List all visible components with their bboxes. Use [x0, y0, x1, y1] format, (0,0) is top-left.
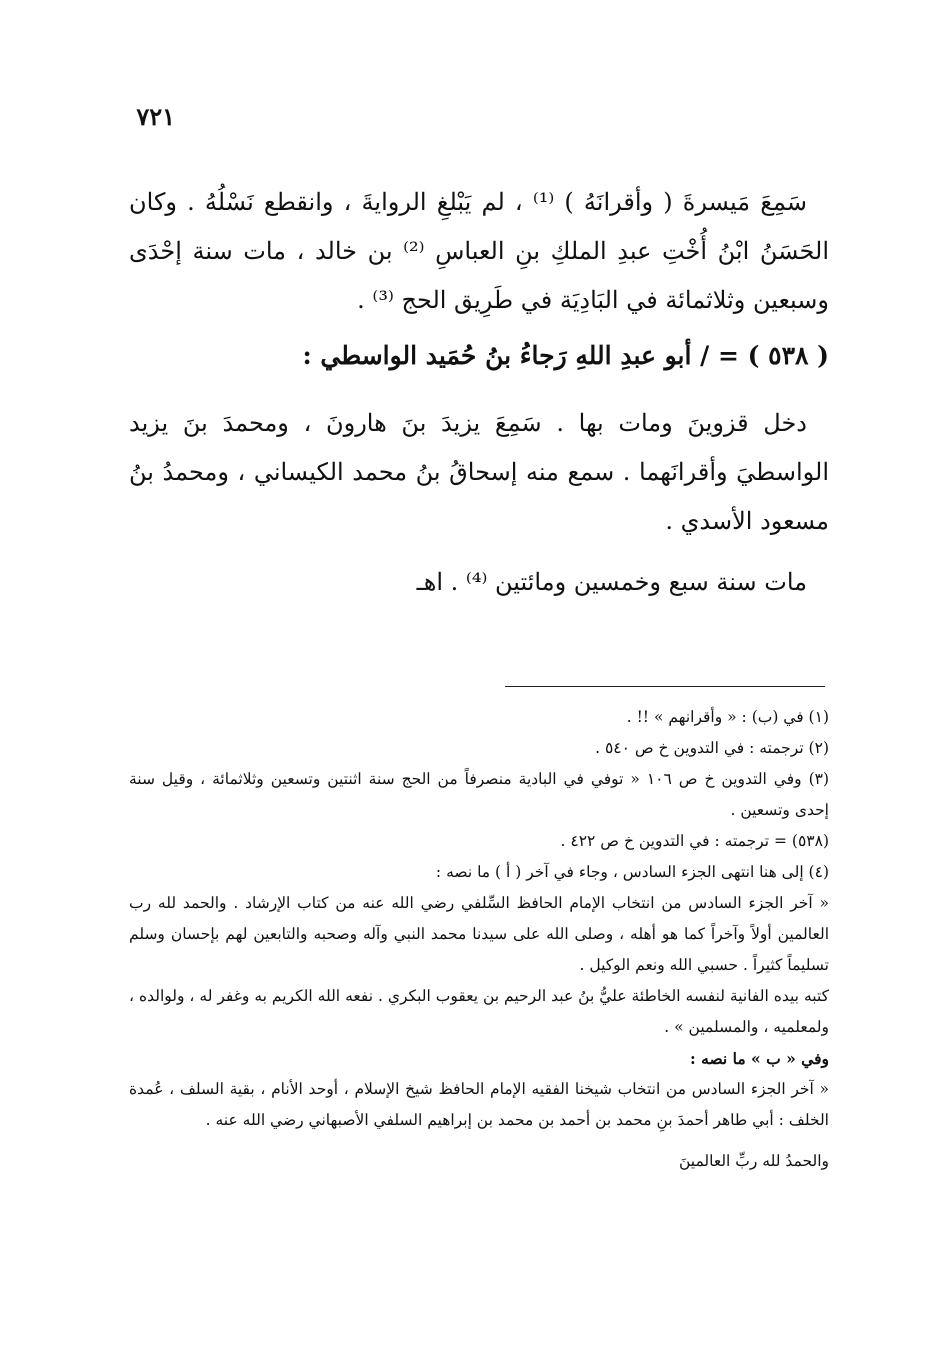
footnote-b-heading: وفي « ب » ما نصه :	[690, 1049, 829, 1068]
footnote-1: (١) في (ب) : « وأقرانهم » !! .	[626, 708, 829, 726]
footnote-closing: والحمدُ لله ربِّ العالمينَ	[678, 1152, 829, 1170]
paragraph-1: سَمِعَ مَيسرةَ ( وأقرانَهُ ) ⁽¹⁾ ، لم يَبْلغِ الروايةَ ، وانقطع نَسْلُهُ . وكان الحَسَنُ ابْنُ أُخْتِ عبدِ الملكِ بنِ العباسِ ⁽²⁾ بن خالد ، مات سنة إحْدَى وسبعين وثلاثمائة في البَادِيَة في طَرِيق الحج ⁽³⁾ .	[129, 188, 829, 314]
footnote-2: (٢) ترجمته : في التدوين خ ص ٥٤٠ .	[595, 739, 829, 757]
footnote-quote-1: « آخر الجزء السادس من انتخاب الإمام الحافظ السِّلفي رضي الله عنه من كتاب الإرشاد . والحمد لله رب العالمين أولاً وآخراً كما هو أهله ، وصلى الله على سيدنا محمد النبي وآله وصحبه والتابعين لهم بإحسان وسلم تسليماً كثيراً . حسبي الله ونعم الوكيل .	[129, 894, 829, 974]
footnote-538: (٥٣٨) = ترجمته : في التدوين خ ص ٤٢٢ .	[560, 832, 829, 850]
paragraph-3: مات سنة سبع وخمسين ومائتين ⁽⁴⁾ . اهـ	[416, 568, 807, 596]
entry-heading: ( ٥٣٨ ) = / أبو عبدِ اللهِ رَجاءُ بنُ حُمَيد الواسطي :	[302, 341, 829, 370]
main-text	[129, 178, 829, 607]
footnote-divider	[505, 686, 825, 687]
page-number: ٧٢١	[136, 102, 175, 131]
footnote-3: (٣) وفي التدوين خ ص ١٠٦ « توفي في البادية منصرفاً من الحج سنة اثنتين وتسعين وثلاثمائة ، وقيل سنة إحدى وتسعين .	[129, 770, 830, 819]
footnote-quote-2: كتبه بيده الفانية لنفسه الخاطئة عليُّ بنُ عبد الرحيم بن يعقوب البكري . نفعه الله الكريم به وغفر له ، ولوالده ، ولمعلميه ، والمسلمين » .	[129, 987, 829, 1036]
footnotes	[129, 702, 829, 1177]
paragraph-2: دخل قزوينَ ومات بها . سَمِعَ يزيدَ بنَ هارونَ ، ومحمدَ بنَ يزيد الواسطيَ وأقرانَهما . سمع منه إسحاقُ بنُ محمد الكيساني ، ومحمدُ بنُ مسعود الأسدي .	[129, 409, 829, 535]
footnote-4: (٤) إلى هنا انتهى الجزء السادس ، وجاء في آخر ( أ ) ما نصه :	[435, 863, 829, 881]
footnote-quote-3: « آخر الجزء السادس من انتخاب شيخنا الفقيه الإمام الحافظ شيخ الإسلام ، أوحد الأنام ، بقية السلف ، عُمدة الخلف : أبي طاهر أحمدَ بنِ محمد بن أحمد بن محمد بن إبراهيم السلفي الأصبهاني رضي الله عنه .	[129, 1080, 829, 1129]
